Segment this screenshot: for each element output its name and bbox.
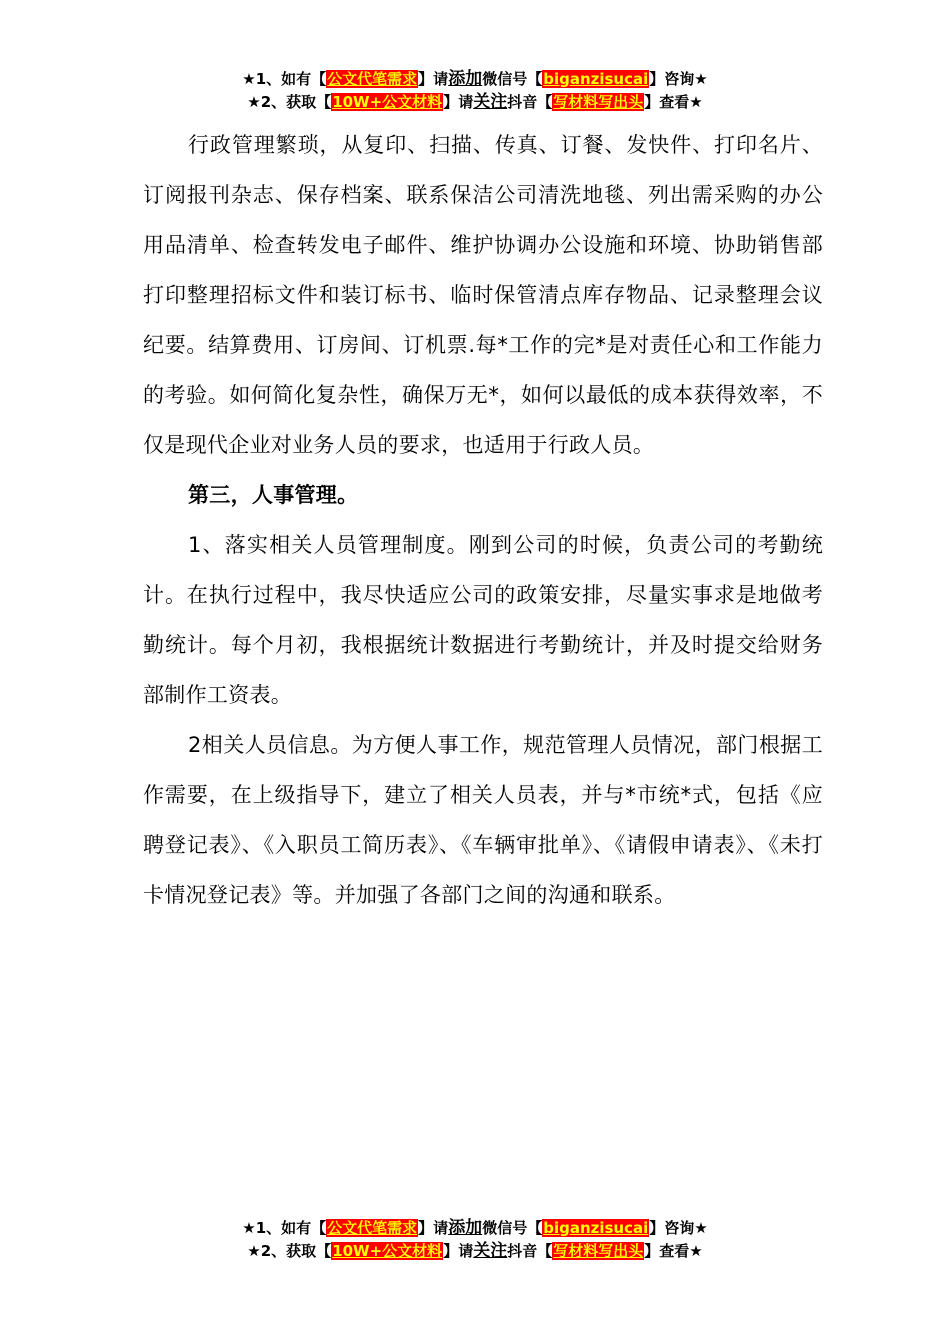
underlined-text: 关注 (473, 1241, 508, 1261)
banner-text: 】咨询 (649, 1219, 695, 1237)
underlined-text: 关注 (473, 92, 508, 112)
highlight-materials: 10W+公文材料 (332, 1242, 443, 1260)
banner-text: 抖音【 (507, 93, 553, 111)
banner-text: 1、如有【 (255, 1219, 327, 1237)
banner-text: 】请 (443, 1242, 474, 1260)
footer-banner (0, 1217, 950, 1263)
star-icon: ★ (689, 1242, 703, 1260)
paragraph-admin: 行政管理繁琐，从复印、扫描、传真、订餐、发快件、打印名片、订阅报刊杂志、保存档案、联系保洁公司清洗地毯、列出需采购的办公用品清单、检查转发电子邮件、维护协调办公设施和环境、协助销售部打印整理招标文件和装订标书、临时保管清点库存物品、记录整理会议纪要。结算费用、订房间、订机票.每*工作的完*是对责任心和工作能力的考验。如何简化复杂性，确保万无*，如何以最低的成本获得效率，不仅是现代企业对业务人员的要求，也适用于行政人员。 (143, 133, 823, 457)
highlight-materials: 10W+公文材料 (332, 93, 443, 111)
star-icon: ★ (694, 1219, 708, 1237)
highlight-service: 公文代笔需求 (327, 1219, 418, 1237)
header-banner (0, 68, 950, 114)
banner-text: 2、获取【 (260, 93, 332, 111)
highlight-service: 公文代笔需求 (327, 70, 418, 88)
star-icon: ★ (247, 1242, 261, 1260)
banner-text: 抖音【 (507, 1242, 553, 1260)
banner-text: 】咨询 (649, 70, 695, 88)
star-icon: ★ (242, 1219, 256, 1237)
star-icon: ★ (247, 93, 261, 111)
banner-line-1 (0, 1217, 950, 1240)
highlight-wechat-id: biganzisucai (543, 70, 649, 88)
banner-text: 】请 (443, 93, 474, 111)
paragraph-personnel-info: 2相关人员信息。为方便人事工作，规范管理人员情况，部门根据工作需要，在上级指导下，建立了相关人员表，并与*市统*式，包括《应聘登记表》、《入职员工简历表》、《车辆审批单》、《请假申请表》、《未打卡情况登记表》等。并加强了各部门之间的沟通和联系。 (143, 733, 823, 907)
section-heading: 第三，人事管理。 (188, 483, 359, 507)
banner-text: 】请 (418, 70, 449, 88)
document-body (143, 120, 823, 920)
underlined-text: 添加 (448, 69, 483, 89)
banner-line-1 (0, 68, 950, 91)
banner-text: 1、如有【 (255, 70, 327, 88)
banner-text: 】查看 (644, 1242, 690, 1260)
banner-text: 】查看 (644, 93, 690, 111)
highlight-douyin: 写材料写出头 (553, 93, 644, 111)
banner-text: 2、获取【 (260, 1242, 332, 1260)
star-icon: ★ (689, 93, 703, 111)
highlight-douyin: 写材料写出头 (553, 1242, 644, 1260)
star-icon: ★ (694, 70, 708, 88)
paragraph-attendance: 1、落实相关人员管理制度。刚到公司的时候，负责公司的考勤统计。在执行过程中，我尽快适应公司的政策安排，尽量实事求是地做考勤统计。每个月初，我根据统计数据进行考勤统计，并及时提交给财务部制作工资表。 (143, 533, 823, 707)
banner-text: 微信号【 (482, 70, 543, 88)
banner-text: 】请 (418, 1219, 449, 1237)
banner-line-2 (0, 91, 950, 114)
star-icon: ★ (242, 70, 256, 88)
highlight-wechat-id: biganzisucai (543, 1219, 649, 1237)
underlined-text: 添加 (448, 1218, 483, 1238)
banner-line-2 (0, 1240, 950, 1263)
banner-text: 微信号【 (482, 1219, 543, 1237)
